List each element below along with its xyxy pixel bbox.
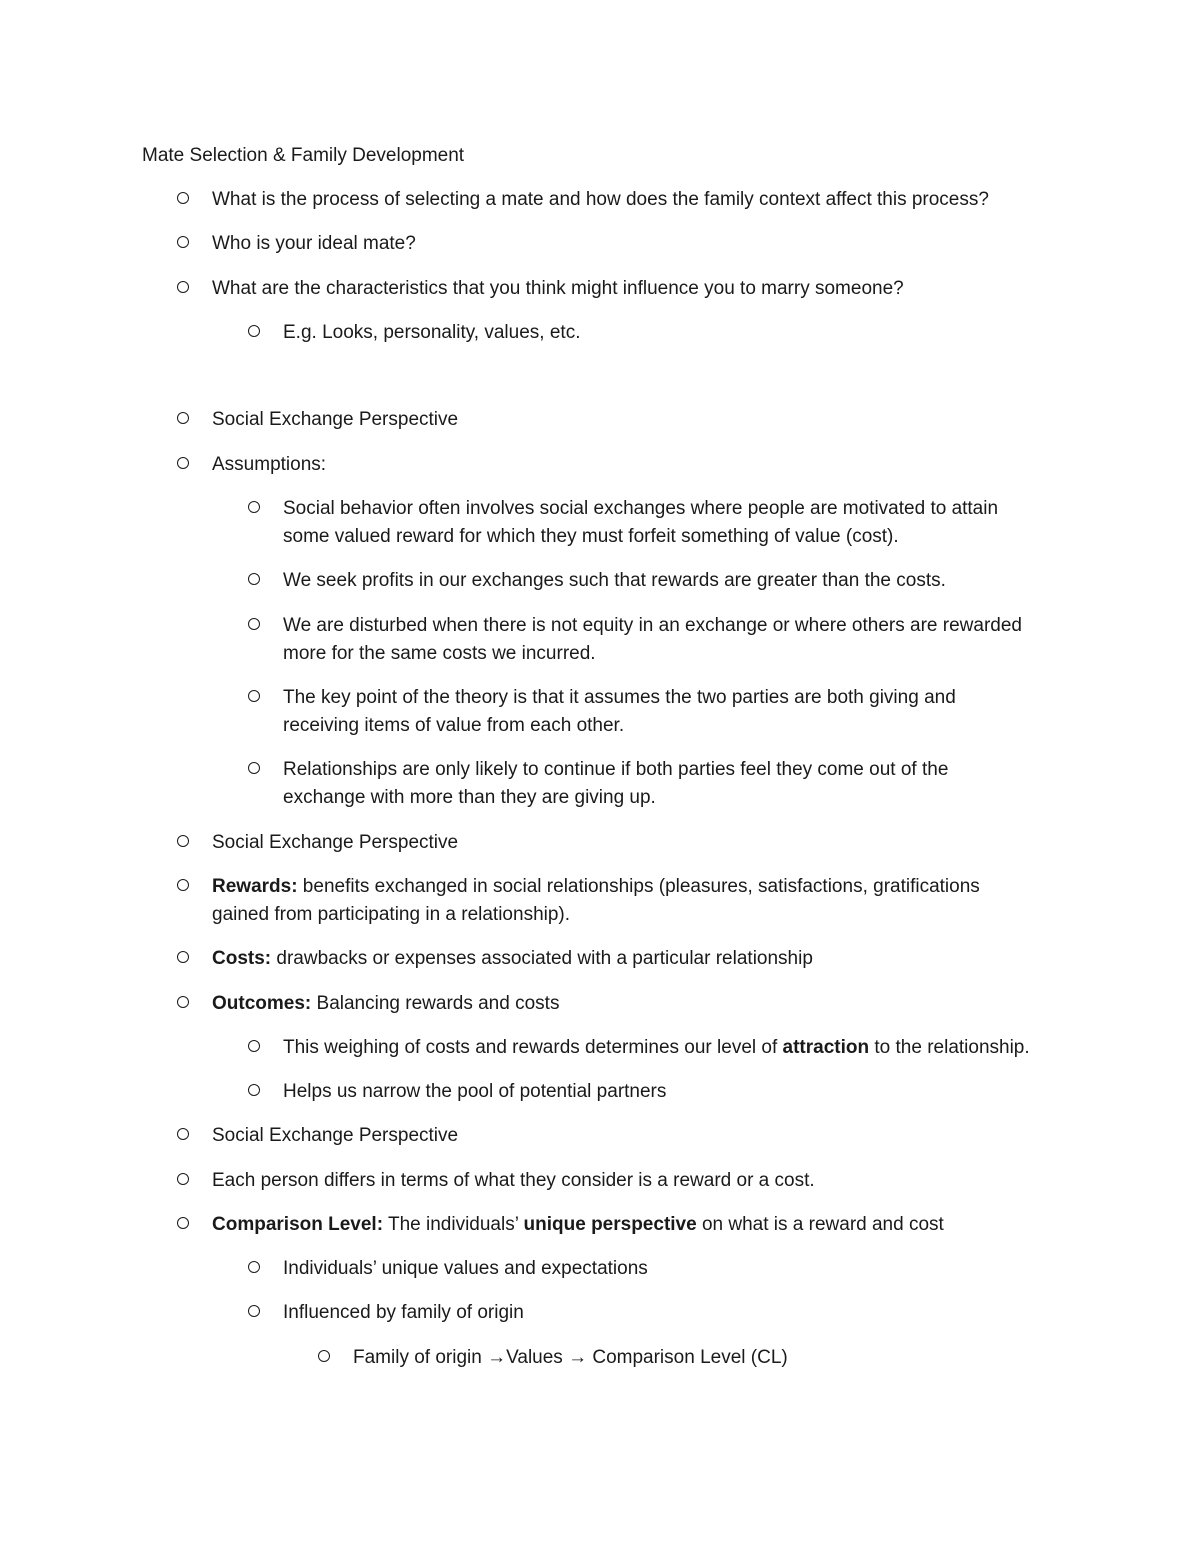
- circle-bullet-icon: [248, 1084, 260, 1096]
- list-item: E.g. Looks, personality, values, etc.: [283, 319, 580, 347]
- term-label: Costs:: [212, 948, 272, 969]
- emphasis-text: unique perspective: [523, 1214, 697, 1235]
- circle-bullet-icon: [177, 1173, 189, 1185]
- list-item: Assumptions:: [212, 451, 326, 479]
- list-item: Social behavior often involves social exchanges where people are motivated to attain some valued reward for which they must forfeit something of value (cost).: [283, 495, 998, 551]
- circle-bullet-icon: [248, 501, 260, 513]
- list-item: Relationships are only likely to continue if both parties feel they come out of the exchange with more than they are giving up.: [283, 756, 948, 812]
- list-item: Social Exchange Perspective: [212, 1122, 458, 1150]
- list-item: What is the process of selecting a mate and how does the family context affect this process?: [212, 186, 989, 214]
- circle-bullet-icon: [248, 1305, 260, 1317]
- circle-bullet-icon: [177, 951, 189, 963]
- list-item: Costs: drawbacks or expenses associated with a particular relationship: [212, 945, 813, 973]
- list-item: Comparison Level: The individuals’ unique perspective on what is a reward and cost: [212, 1211, 944, 1239]
- list-item: Who is your ideal mate?: [212, 230, 416, 258]
- circle-bullet-icon: [248, 618, 260, 630]
- list-item: What are the characteristics that you think might influence you to marry someone?: [212, 275, 904, 303]
- arrow-right-icon: →: [568, 1347, 588, 1368]
- list-item: Outcomes: Balancing rewards and costs: [212, 990, 559, 1018]
- list-item: We are disturbed when there is not equity in an exchange or where others are rewarded more for the same costs we incurred.: [283, 612, 1022, 668]
- circle-bullet-icon: [248, 1261, 260, 1273]
- list-item: Influenced by family of origin: [283, 1299, 524, 1327]
- circle-bullet-icon: [177, 457, 189, 469]
- circle-bullet-icon: [248, 325, 260, 337]
- term-label: Rewards:: [212, 876, 298, 897]
- list-item: Family of origin →Values → Comparison Level (CL): [353, 1344, 788, 1372]
- list-item: Helps us narrow the pool of potential partners: [283, 1078, 666, 1106]
- list-item: Social Exchange Perspective: [212, 406, 458, 434]
- circle-bullet-icon: [248, 1040, 260, 1052]
- circle-bullet-icon: [248, 573, 260, 585]
- circle-bullet-icon: [248, 762, 260, 774]
- term-label: Outcomes:: [212, 993, 312, 1014]
- circle-bullet-icon: [177, 192, 189, 204]
- list-item: Rewards: benefits exchanged in social relationships (pleasures, satisfactions, gratifications gained from participating in a relationship).: [212, 873, 980, 929]
- circle-bullet-icon: [177, 281, 189, 293]
- circle-bullet-icon: [248, 690, 260, 702]
- circle-bullet-icon: [177, 236, 189, 248]
- circle-bullet-icon: [177, 879, 189, 891]
- circle-bullet-icon: [177, 996, 189, 1008]
- list-item: The key point of the theory is that it assumes the two parties are both giving and receiving items of value from each other.: [283, 684, 956, 740]
- circle-bullet-icon: [177, 835, 189, 847]
- emphasis-text: attraction: [782, 1037, 870, 1058]
- arrow-right-icon: →: [487, 1347, 507, 1368]
- list-item: Each person differs in terms of what they consider is a reward or a cost.: [212, 1167, 815, 1195]
- circle-bullet-icon: [318, 1350, 330, 1362]
- circle-bullet-icon: [177, 412, 189, 424]
- circle-bullet-icon: [177, 1217, 189, 1229]
- list-item: Social Exchange Perspective: [212, 829, 458, 857]
- list-item: Individuals’ unique values and expectations: [283, 1255, 648, 1283]
- circle-bullet-icon: [177, 1128, 189, 1140]
- term-label: Comparison Level:: [212, 1214, 384, 1235]
- list-item: We seek profits in our exchanges such that rewards are greater than the costs.: [283, 567, 946, 595]
- list-item: This weighing of costs and rewards determines our level of attraction to the relationship.: [283, 1034, 1030, 1062]
- document-title: Mate Selection & Family Development: [142, 145, 465, 166]
